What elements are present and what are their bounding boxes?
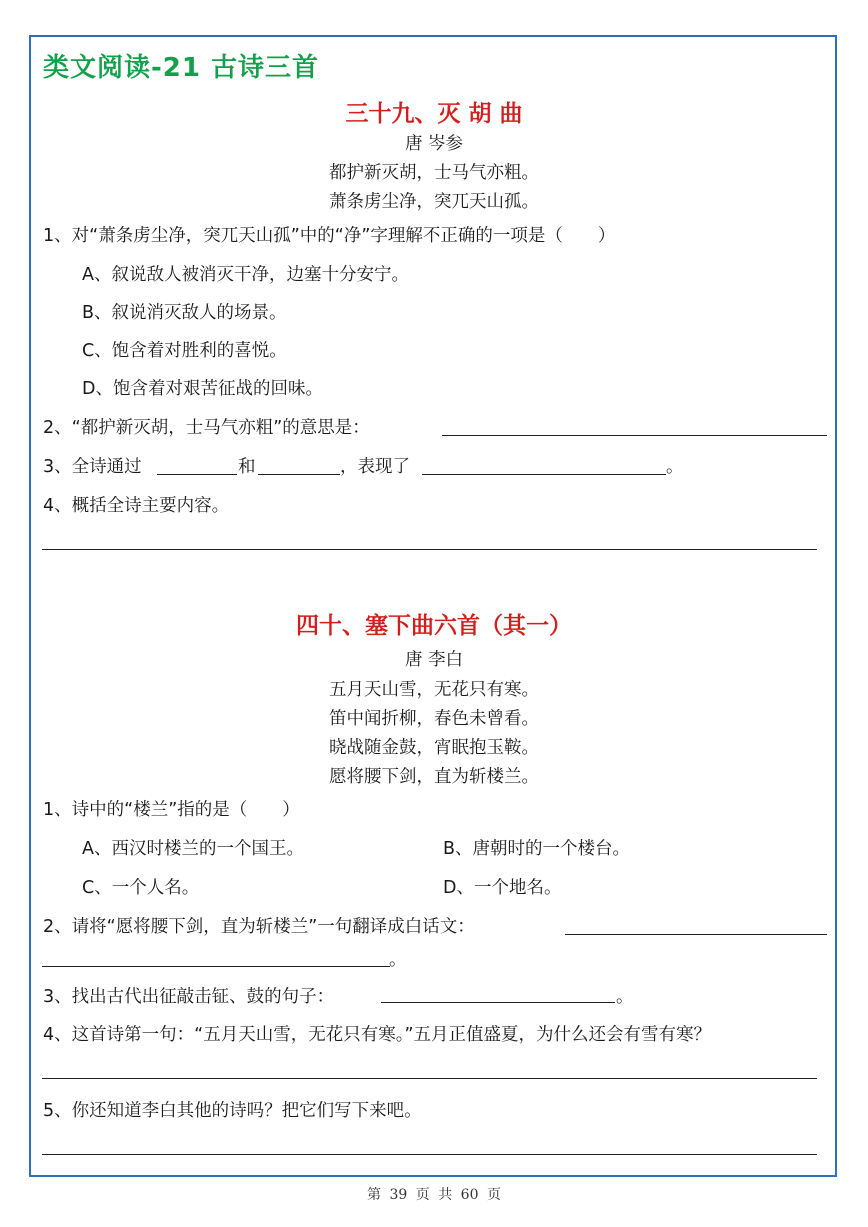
poem2-q1-option-a[interactable]: A、西汉时楼兰的一个国王。 — [82, 839, 304, 859]
poem2-q3-end: 。 — [616, 987, 634, 1007]
poem1-q3-part2: 和 — [238, 457, 256, 477]
poem2-q2-end: 。 — [389, 950, 407, 970]
poem2-title: 四十、塞下曲六首（其一） — [296, 613, 572, 639]
poem1-line: 都护新灭胡，士马气亦粗。 — [329, 163, 539, 183]
poem2-line: 愿将腰下剑，直为斩楼兰。 — [329, 767, 539, 787]
poem2-line: 五月天山雪，无花只有寒。 — [329, 680, 539, 700]
poem2-q5: 5、你还知道李白其他的诗吗？把它们写下来吧。 — [43, 1101, 422, 1121]
footer-text: 页 — [415, 1187, 430, 1203]
poem1-q4-answer-line[interactable] — [42, 549, 817, 550]
poem2-q1-option-b[interactable]: B、唐朝时的一个楼台。 — [443, 839, 631, 859]
footer-text: 共 — [438, 1187, 453, 1203]
poem2-line: 笛中闻折柳，春色未曾看。 — [329, 709, 539, 729]
poem1-q1-option-b[interactable]: B、叙说消灭敌人的场景。 — [82, 303, 287, 323]
poem1-q3-blank1[interactable] — [157, 474, 237, 475]
poem1-q3-blank3[interactable] — [422, 474, 666, 475]
poem2-q1-option-c[interactable]: C、一个人名。 — [82, 878, 200, 898]
footer-page-number: 39 — [389, 1187, 408, 1203]
poem1-q1-option-c[interactable]: C、饱含着对胜利的喜悦。 — [82, 341, 287, 361]
poem2-line: 晓战随金鼓，宵眠抱玉鞍。 — [329, 738, 539, 758]
poem1-q3-part4: 。 — [666, 457, 684, 477]
poem2-q4-answer-line[interactable] — [42, 1078, 817, 1079]
poem1-q1: 1、对“萧条虏尘净，突兀天山孤”中的“净”字理解不正确的一项是（ ） — [43, 226, 616, 246]
poem1-q4: 4、概括全诗主要内容。 — [43, 496, 230, 516]
poem2-q2-answer-line-2[interactable] — [42, 966, 390, 967]
poem2-author: 唐 李白 — [404, 650, 464, 670]
poem2-q3: 3、找出古代出征敲击钲、鼓的句子： — [43, 987, 335, 1007]
poem1-author: 唐 岑参 — [404, 134, 464, 154]
poem2-q5-answer-line[interactable] — [42, 1154, 817, 1155]
poem1-q1-option-a[interactable]: A、叙说敌人被消灭干净，边塞十分安宁。 — [82, 265, 409, 285]
poem2-q2: 2、请将“愿将腰下剑，直为斩楼兰”一句翻译成白话文： — [43, 917, 475, 937]
poem1-q1-option-d[interactable]: D、饱含着对艰苦征战的回味。 — [82, 379, 323, 399]
poem1-q3-part1: 3、全诗通过 — [43, 457, 142, 477]
footer-total-pages: 60 — [460, 1187, 479, 1203]
section-header: 类文阅读-21 古诗三首 — [43, 53, 320, 83]
poem1-q3-blank2[interactable] — [258, 474, 340, 475]
poem1-q3-part3: ，表现了 — [340, 457, 410, 477]
page-footer — [0, 1184, 868, 1204]
poem2-q1-option-d[interactable]: D、一个地名。 — [443, 878, 562, 898]
poem1-q2-answer-line[interactable] — [442, 435, 827, 436]
footer-text: 第 — [367, 1187, 382, 1203]
poem1-q2: 2、“都护新灭胡，士马气亦粗”的意思是： — [43, 418, 370, 438]
poem1-title: 三十九、灭 胡 曲 — [345, 101, 523, 127]
poem2-q1: 1、诗中的“楼兰”指的是（ ） — [43, 800, 300, 820]
poem2-q4: 4、这首诗第一句：“五月天山雪，无花只有寒。”五月正值盛夏，为什么还会有雪有寒？ — [43, 1025, 712, 1045]
poem2-q2-answer-line[interactable] — [565, 934, 827, 935]
footer-text: 页 — [486, 1187, 501, 1203]
poem2-q3-answer-line[interactable] — [381, 1002, 615, 1003]
poem1-line: 萧条虏尘净，突兀天山孤。 — [329, 192, 539, 212]
